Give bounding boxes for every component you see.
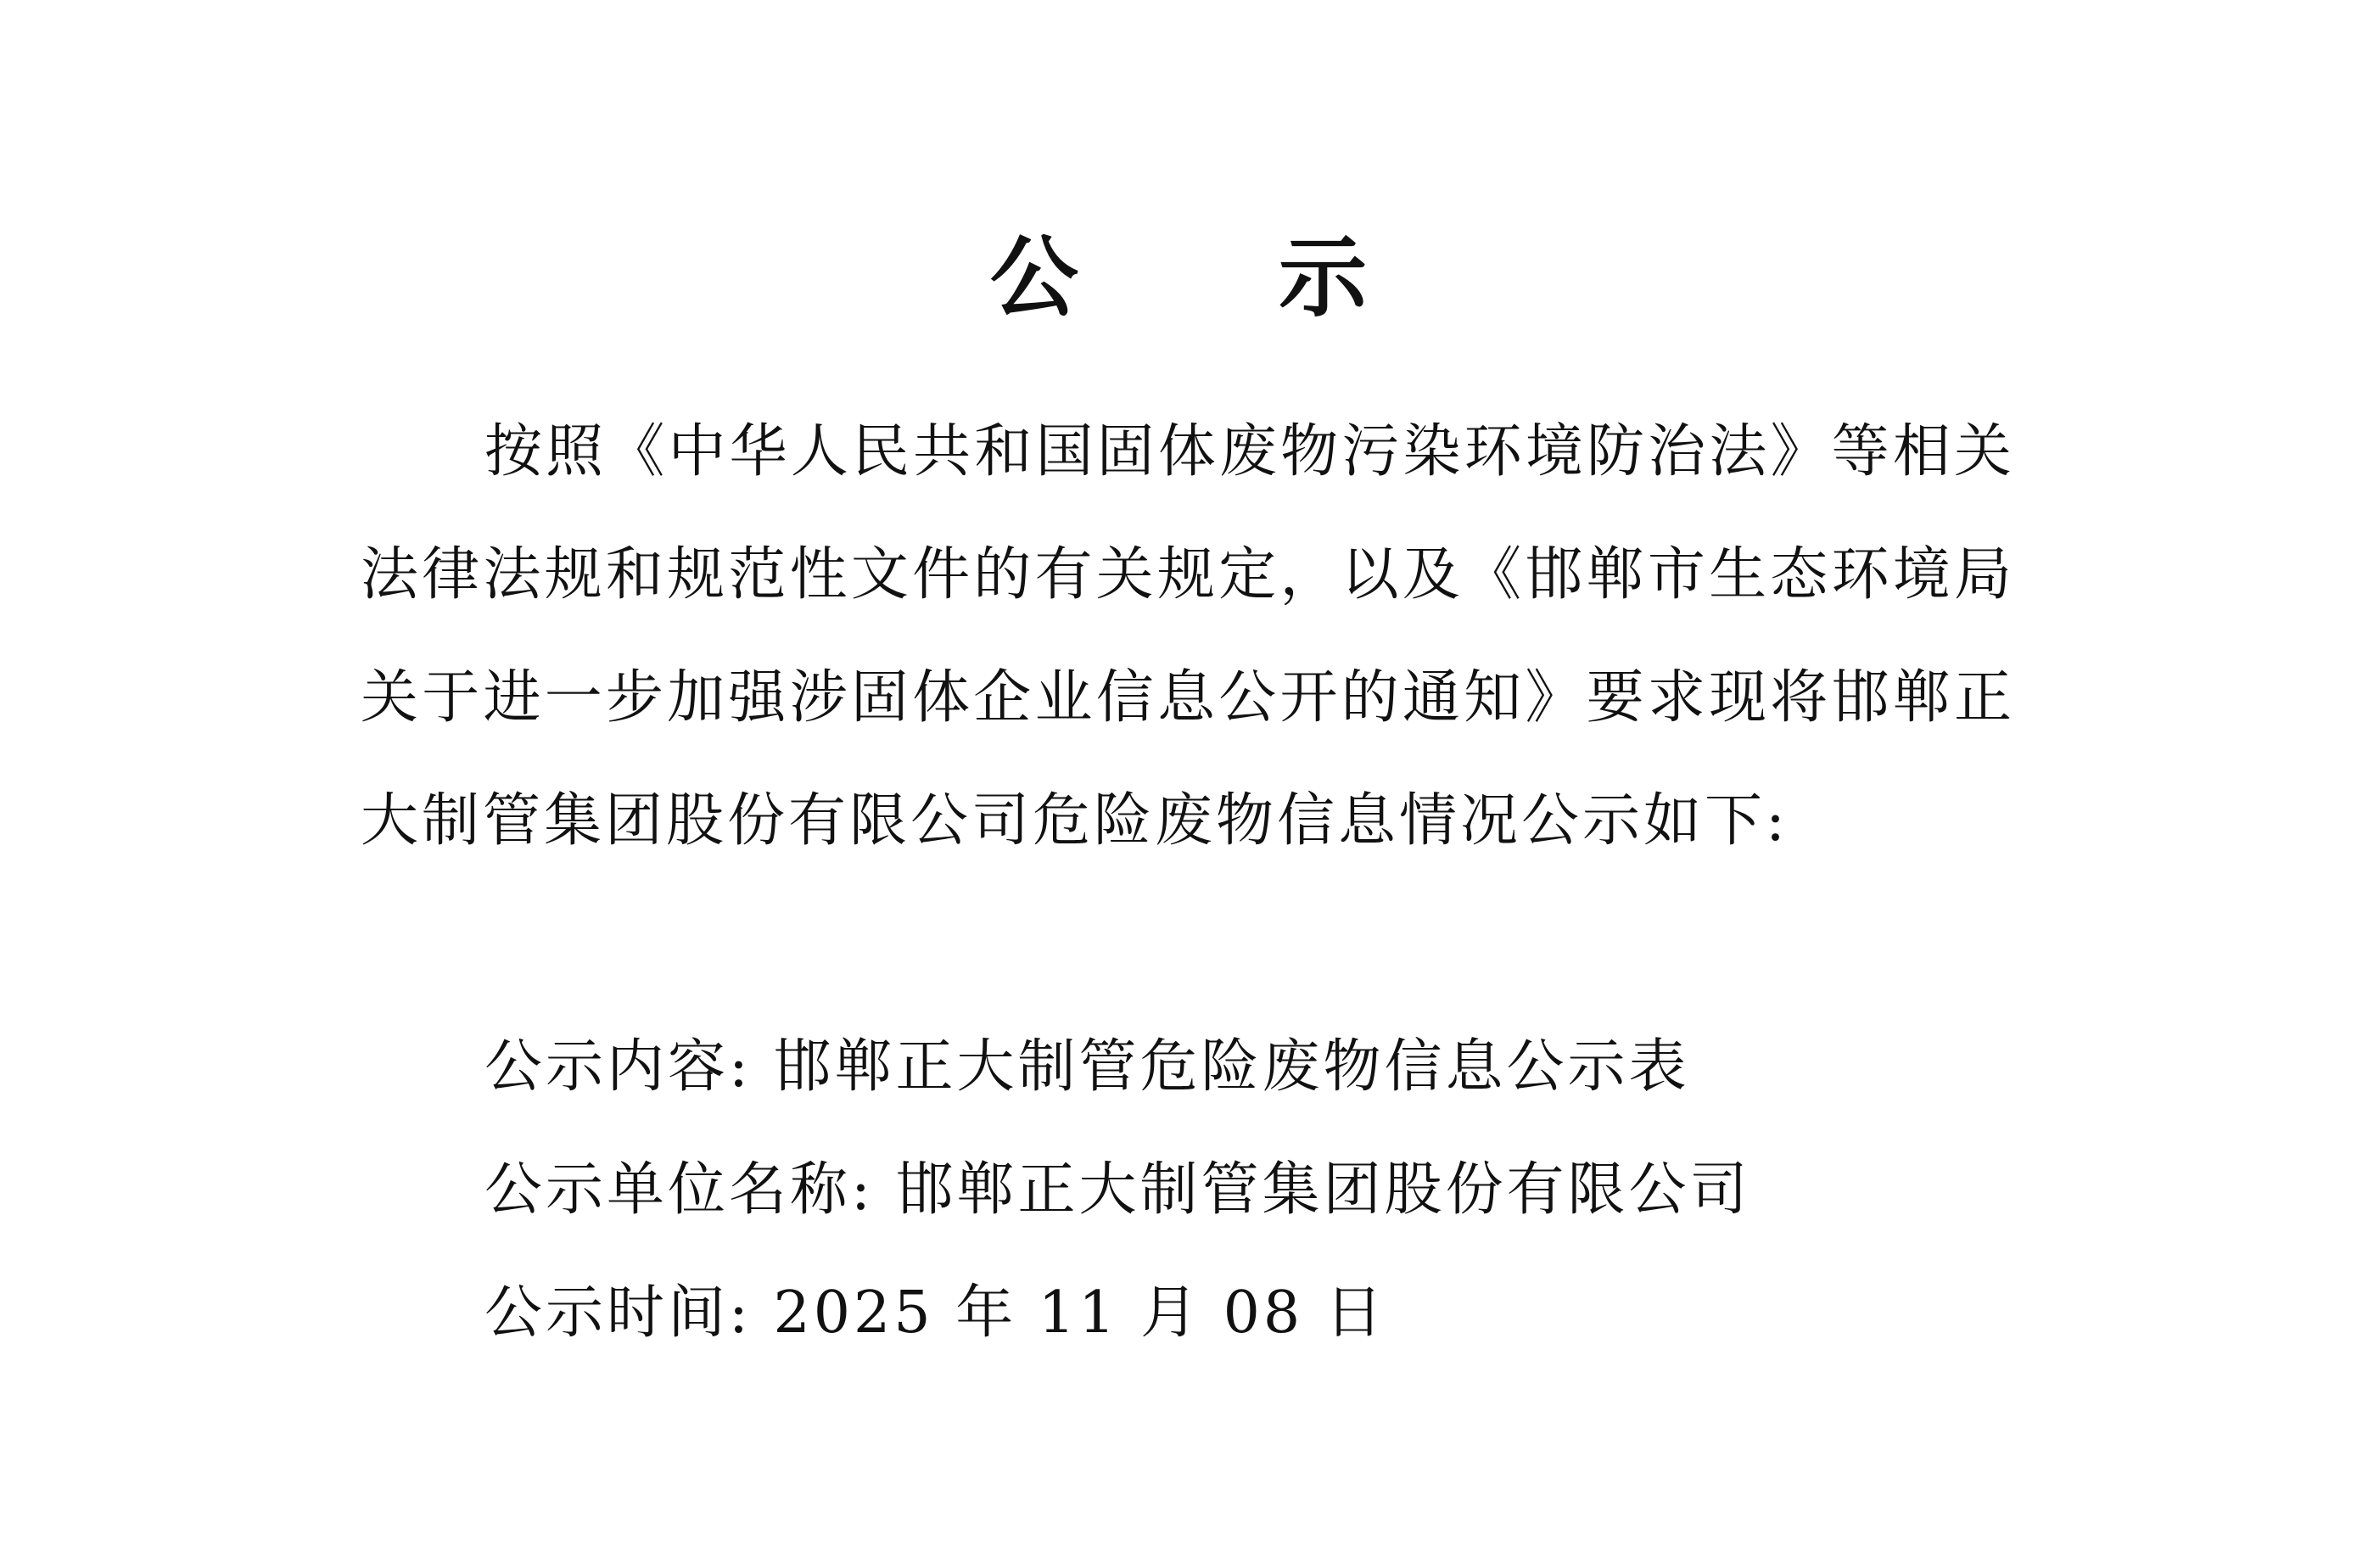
notice-content-line: 公示内容: 邯郸正大制管危险废物信息公示表 — [484, 1033, 1690, 1100]
notice-paragraph: 按照《中华人民共和国固体废物污染环境防治法》等相关法律法规和规范性文件的有关规定，以及《邯郸市生态环境局关于进一步加强涉固体企业信息公开的通知》要求现将邯郸正大制管集团股份有限公司危险废物信息情况公示如下: — [361, 418, 2015, 854]
notice-unit-line: 公示单位名称: 邯郸正大制管集团股份有限公司 — [484, 1156, 1751, 1224]
document-title: 公 示 — [989, 225, 1453, 329]
notice-date-line: 公示时间: 2025 年 11 月 08 日 — [484, 1280, 1386, 1347]
